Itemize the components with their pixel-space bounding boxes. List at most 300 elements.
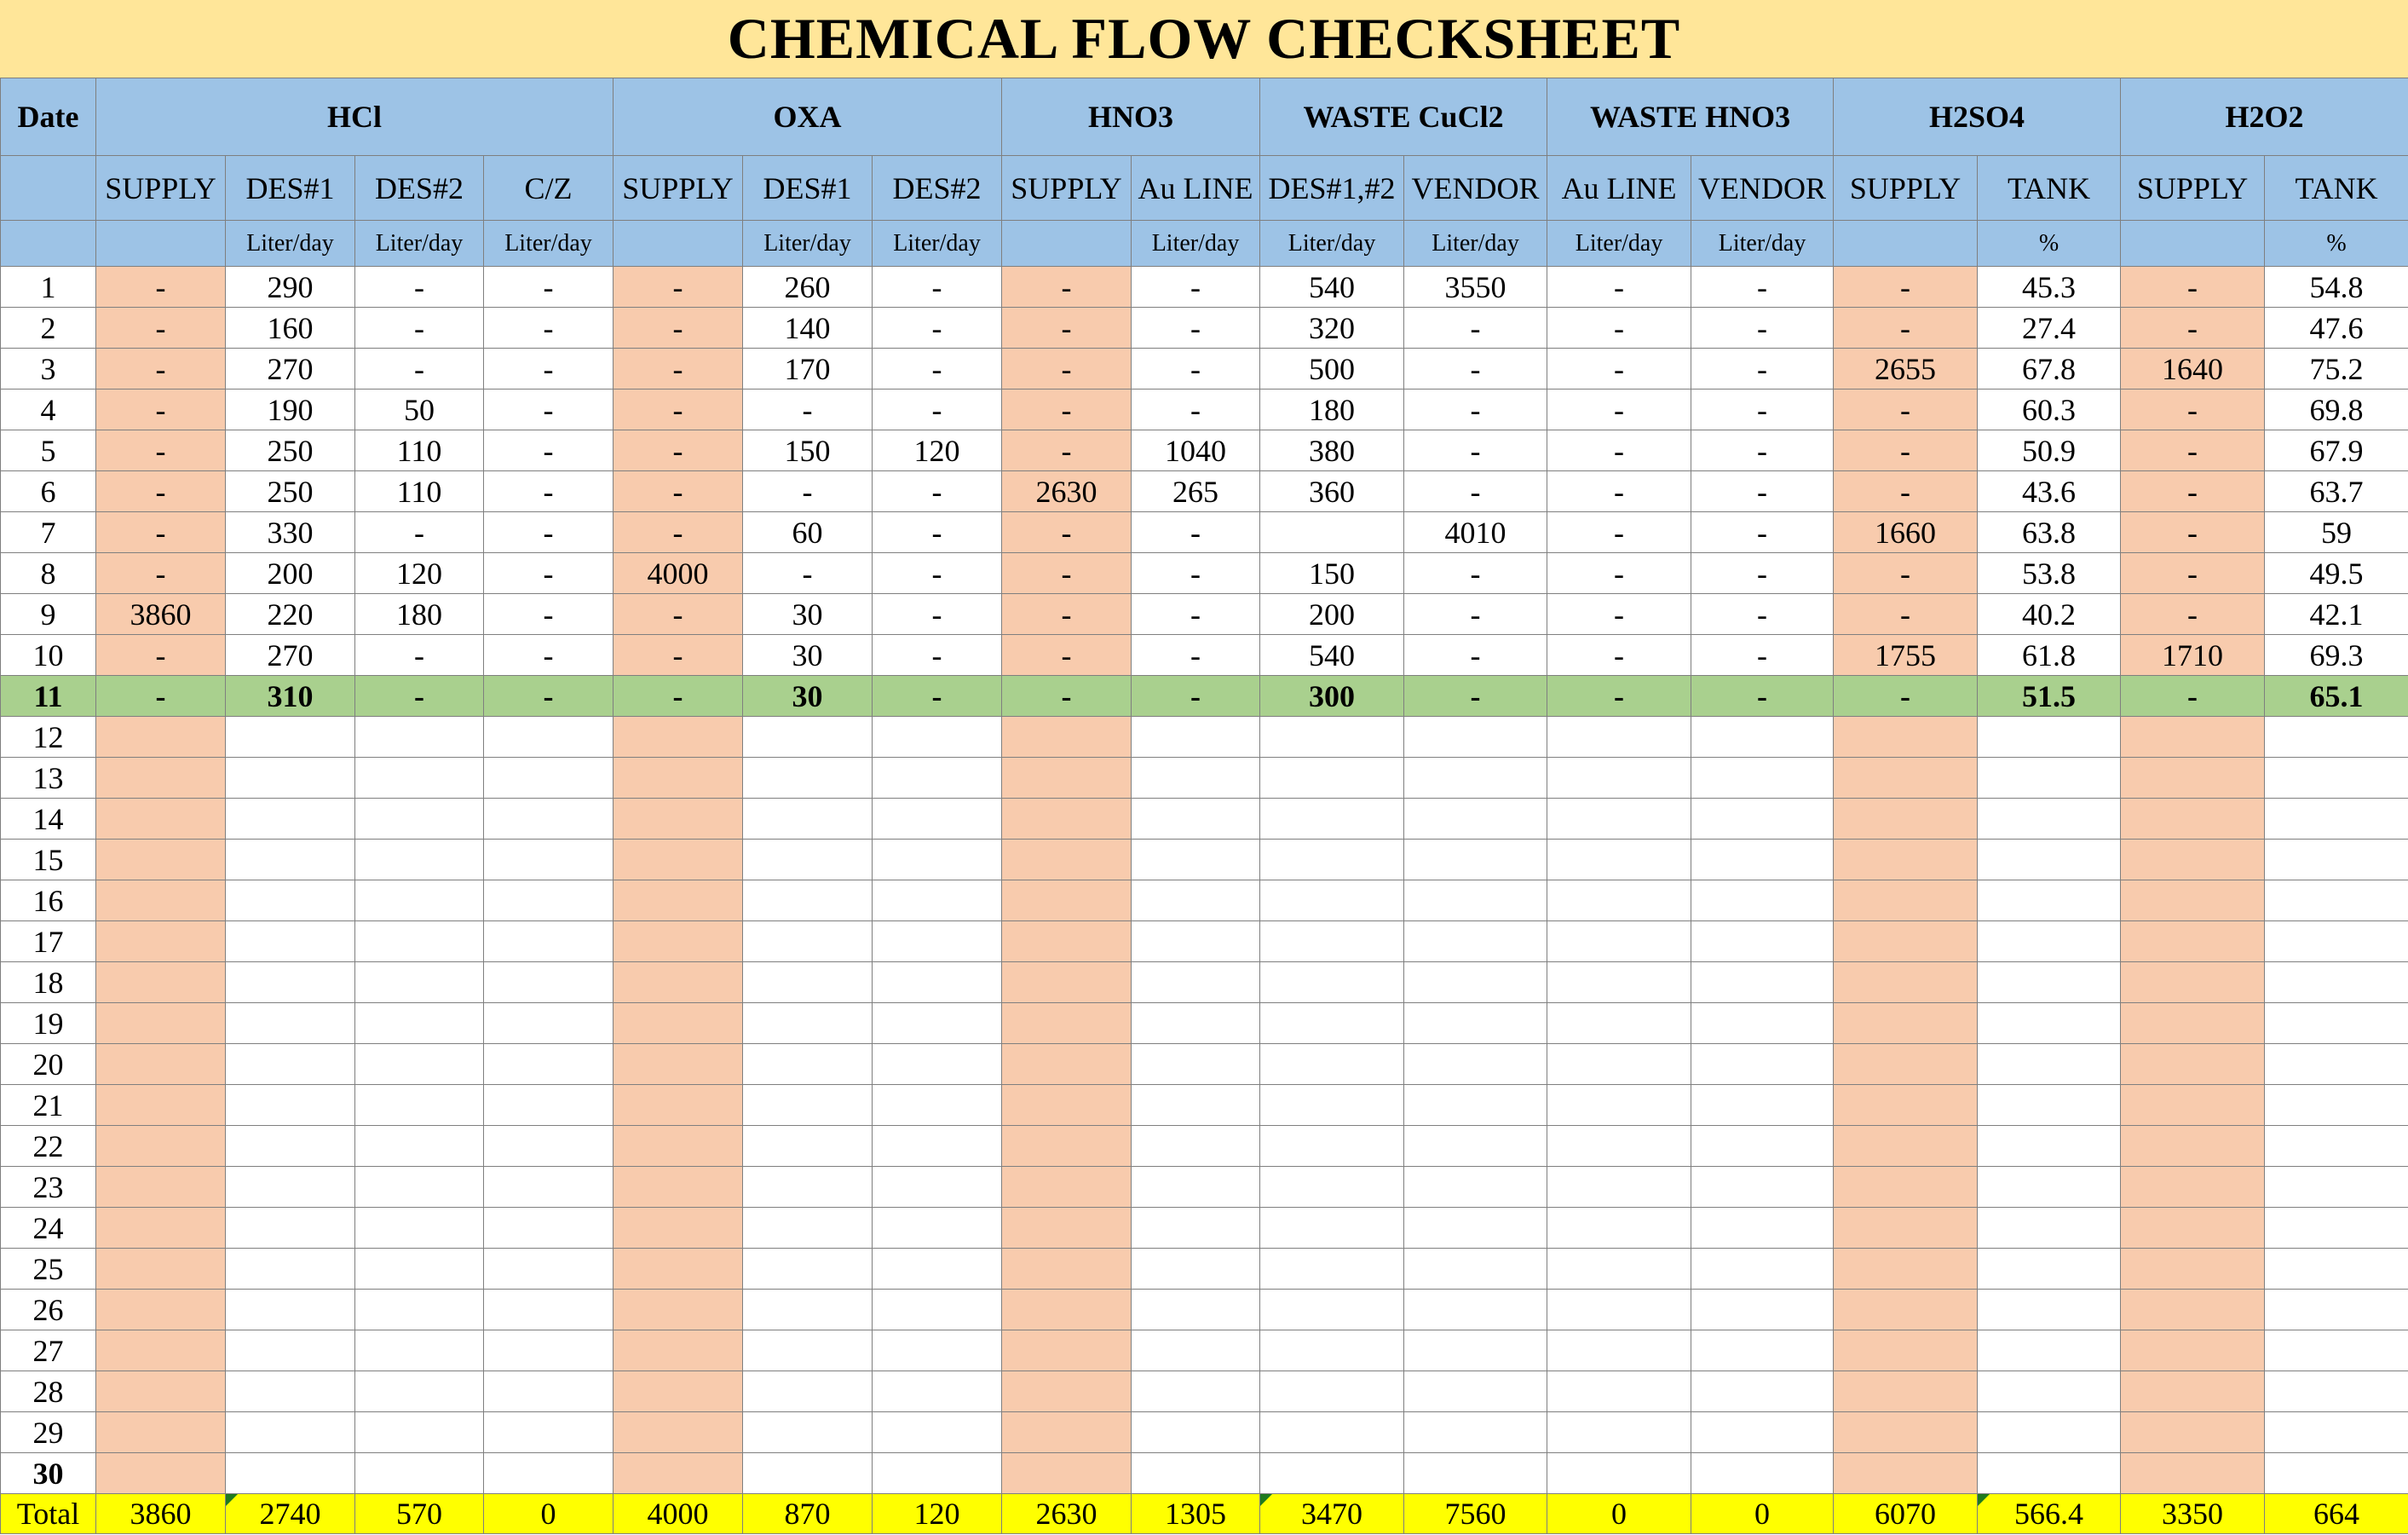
data-cell[interactable]: 54.8 <box>2265 267 2408 308</box>
data-cell[interactable]: - <box>1834 267 1978 308</box>
data-cell[interactable] <box>1002 1167 1132 1208</box>
data-cell[interactable] <box>1547 1126 1691 1167</box>
data-cell[interactable]: - <box>484 512 614 553</box>
data-cell[interactable] <box>484 717 614 758</box>
data-cell[interactable] <box>614 1371 743 1412</box>
data-cell[interactable] <box>1132 962 1260 1003</box>
data-cell[interactable] <box>1132 1290 1260 1330</box>
data-cell[interactable] <box>1132 1208 1260 1249</box>
data-cell[interactable]: - <box>614 512 743 553</box>
data-cell[interactable]: 170 <box>743 349 873 390</box>
data-cell[interactable]: - <box>355 308 484 349</box>
data-cell[interactable] <box>873 1412 1002 1453</box>
date-cell[interactable]: 4 <box>1 390 96 430</box>
data-cell[interactable]: 150 <box>743 430 873 471</box>
data-cell[interactable]: - <box>484 635 614 676</box>
data-cell[interactable]: 1640 <box>2121 349 2265 390</box>
data-cell[interactable]: 140 <box>743 308 873 349</box>
data-cell[interactable]: 75.2 <box>2265 349 2408 390</box>
data-cell[interactable]: - <box>1132 676 1260 717</box>
data-cell[interactable]: 3550 <box>1404 267 1547 308</box>
data-cell[interactable] <box>743 717 873 758</box>
data-cell[interactable] <box>873 1249 1002 1290</box>
data-cell[interactable]: - <box>873 349 1002 390</box>
data-cell[interactable] <box>743 1371 873 1412</box>
data-cell[interactable]: - <box>96 349 226 390</box>
data-cell[interactable]: - <box>1547 267 1691 308</box>
data-cell[interactable]: 320 <box>1260 308 1404 349</box>
data-cell[interactable] <box>1834 1085 1978 1126</box>
data-cell[interactable]: 53.8 <box>1978 553 2121 594</box>
data-cell[interactable]: - <box>1132 267 1260 308</box>
data-cell[interactable] <box>1404 1249 1547 1290</box>
data-cell[interactable]: 190 <box>226 390 355 430</box>
data-cell[interactable] <box>1978 1208 2121 1249</box>
data-cell[interactable] <box>96 962 226 1003</box>
date-cell[interactable]: 1 <box>1 267 96 308</box>
data-cell[interactable] <box>614 1126 743 1167</box>
data-cell[interactable]: 250 <box>226 471 355 512</box>
data-cell[interactable] <box>2121 840 2265 880</box>
data-cell[interactable]: - <box>1547 390 1691 430</box>
data-cell[interactable] <box>1691 1085 1834 1126</box>
data-cell[interactable]: - <box>484 471 614 512</box>
data-cell[interactable] <box>2265 1085 2408 1126</box>
data-cell[interactable]: - <box>1691 553 1834 594</box>
data-cell[interactable]: - <box>1404 471 1547 512</box>
data-cell[interactable] <box>2265 1126 2408 1167</box>
data-cell[interactable] <box>1132 1453 1260 1494</box>
data-cell[interactable] <box>355 758 484 799</box>
data-cell[interactable]: - <box>1132 390 1260 430</box>
data-cell[interactable] <box>1547 1330 1691 1371</box>
data-cell[interactable] <box>1260 1249 1404 1290</box>
data-cell[interactable] <box>1404 1453 1547 1494</box>
data-cell[interactable]: - <box>484 676 614 717</box>
data-cell[interactable] <box>2265 1453 2408 1494</box>
data-cell[interactable]: - <box>614 430 743 471</box>
data-cell[interactable] <box>1834 1453 1978 1494</box>
data-cell[interactable] <box>873 962 1002 1003</box>
data-cell[interactable]: - <box>355 512 484 553</box>
data-cell[interactable] <box>1834 758 1978 799</box>
data-cell[interactable] <box>1834 1126 1978 1167</box>
data-cell[interactable] <box>873 840 1002 880</box>
data-cell[interactable] <box>614 1208 743 1249</box>
data-cell[interactable] <box>96 717 226 758</box>
data-cell[interactable] <box>1404 921 1547 962</box>
data-cell[interactable] <box>1834 1044 1978 1085</box>
data-cell[interactable] <box>1978 1249 2121 1290</box>
data-cell[interactable]: - <box>1834 676 1978 717</box>
data-cell[interactable] <box>1834 840 1978 880</box>
data-cell[interactable] <box>2265 1371 2408 1412</box>
data-cell[interactable] <box>1260 1167 1404 1208</box>
data-cell[interactable] <box>1691 1453 1834 1494</box>
data-cell[interactable] <box>2121 962 2265 1003</box>
data-cell[interactable] <box>1978 1126 2121 1167</box>
data-cell[interactable] <box>96 1044 226 1085</box>
data-cell[interactable] <box>226 799 355 840</box>
data-cell[interactable] <box>614 1453 743 1494</box>
date-cell[interactable]: 8 <box>1 553 96 594</box>
data-cell[interactable] <box>96 921 226 962</box>
data-cell[interactable] <box>1132 758 1260 799</box>
date-cell[interactable]: 21 <box>1 1085 96 1126</box>
data-cell[interactable] <box>226 1003 355 1044</box>
data-cell[interactable] <box>1002 1371 1132 1412</box>
data-cell[interactable]: - <box>484 267 614 308</box>
data-cell[interactable]: - <box>873 390 1002 430</box>
data-cell[interactable]: - <box>1002 512 1132 553</box>
data-cell[interactable] <box>1691 1044 1834 1085</box>
data-cell[interactable]: - <box>1404 594 1547 635</box>
data-cell[interactable] <box>1260 962 1404 1003</box>
data-cell[interactable] <box>1002 1044 1132 1085</box>
data-cell[interactable]: 1710 <box>2121 635 2265 676</box>
data-cell[interactable]: 120 <box>355 553 484 594</box>
data-cell[interactable] <box>355 840 484 880</box>
data-cell[interactable] <box>1260 840 1404 880</box>
data-cell[interactable] <box>96 1371 226 1412</box>
data-cell[interactable] <box>1834 717 1978 758</box>
data-cell[interactable]: - <box>1002 390 1132 430</box>
data-cell[interactable] <box>1002 1249 1132 1290</box>
data-cell[interactable] <box>1978 962 2121 1003</box>
data-cell[interactable]: 67.9 <box>2265 430 2408 471</box>
date-cell[interactable]: 28 <box>1 1371 96 1412</box>
data-cell[interactable] <box>873 758 1002 799</box>
data-cell[interactable] <box>1978 921 2121 962</box>
total-cell[interactable] <box>743 1494 873 1534</box>
data-cell[interactable]: - <box>1547 349 1691 390</box>
data-cell[interactable] <box>2121 1167 2265 1208</box>
data-cell[interactable] <box>355 1085 484 1126</box>
data-cell[interactable] <box>1547 1208 1691 1249</box>
data-cell[interactable] <box>1404 962 1547 1003</box>
data-cell[interactable] <box>226 880 355 921</box>
data-cell[interactable] <box>1404 1330 1547 1371</box>
data-cell[interactable] <box>355 1290 484 1330</box>
data-cell[interactable] <box>484 1208 614 1249</box>
data-cell[interactable] <box>484 840 614 880</box>
data-cell[interactable] <box>614 962 743 1003</box>
data-cell[interactable] <box>1002 962 1132 1003</box>
data-cell[interactable]: - <box>1002 635 1132 676</box>
total-cell[interactable] <box>1978 1494 2121 1534</box>
data-cell[interactable] <box>2265 758 2408 799</box>
data-cell[interactable]: - <box>96 635 226 676</box>
data-cell[interactable] <box>1978 1003 2121 1044</box>
data-cell[interactable]: 300 <box>1260 676 1404 717</box>
data-cell[interactable]: - <box>1547 553 1691 594</box>
data-cell[interactable] <box>96 1290 226 1330</box>
data-cell[interactable] <box>2265 1290 2408 1330</box>
data-cell[interactable] <box>1002 1003 1132 1044</box>
data-cell[interactable] <box>96 840 226 880</box>
data-cell[interactable] <box>614 1249 743 1290</box>
data-cell[interactable] <box>743 758 873 799</box>
data-cell[interactable] <box>1834 1003 1978 1044</box>
data-cell[interactable] <box>1691 1167 1834 1208</box>
data-cell[interactable] <box>1547 1412 1691 1453</box>
data-cell[interactable] <box>1834 962 1978 1003</box>
data-cell[interactable]: - <box>484 430 614 471</box>
data-cell[interactable] <box>614 921 743 962</box>
data-cell[interactable] <box>1691 1290 1834 1330</box>
data-cell[interactable] <box>2265 1208 2408 1249</box>
data-cell[interactable] <box>2265 880 2408 921</box>
data-cell[interactable] <box>484 1453 614 1494</box>
data-cell[interactable] <box>1547 1167 1691 1208</box>
data-cell[interactable] <box>355 1167 484 1208</box>
data-cell[interactable] <box>226 921 355 962</box>
data-cell[interactable] <box>355 1126 484 1167</box>
data-cell[interactable]: 200 <box>226 553 355 594</box>
data-cell[interactable] <box>1132 1126 1260 1167</box>
data-cell[interactable]: 60 <box>743 512 873 553</box>
data-cell[interactable]: 150 <box>1260 553 1404 594</box>
data-cell[interactable] <box>614 880 743 921</box>
data-cell[interactable]: 30 <box>743 635 873 676</box>
data-cell[interactable]: - <box>96 471 226 512</box>
date-cell[interactable]: 20 <box>1 1044 96 1085</box>
data-cell[interactable] <box>614 799 743 840</box>
data-cell[interactable] <box>96 1330 226 1371</box>
data-cell[interactable]: - <box>614 267 743 308</box>
data-cell[interactable]: - <box>2121 430 2265 471</box>
data-cell[interactable]: - <box>96 553 226 594</box>
data-cell[interactable] <box>1132 799 1260 840</box>
data-cell[interactable] <box>2265 1167 2408 1208</box>
date-cell[interactable]: 5 <box>1 430 96 471</box>
data-cell[interactable]: - <box>2121 308 2265 349</box>
data-cell[interactable] <box>226 1249 355 1290</box>
data-cell[interactable] <box>484 1412 614 1453</box>
data-cell[interactable]: 540 <box>1260 635 1404 676</box>
data-cell[interactable]: 270 <box>226 349 355 390</box>
data-cell[interactable]: 180 <box>355 594 484 635</box>
data-cell[interactable]: - <box>2121 267 2265 308</box>
data-cell[interactable]: 1660 <box>1834 512 1978 553</box>
data-cell[interactable] <box>2265 1044 2408 1085</box>
date-cell[interactable]: 17 <box>1 921 96 962</box>
data-cell[interactable]: - <box>2121 390 2265 430</box>
data-cell[interactable] <box>355 1371 484 1412</box>
data-cell[interactable] <box>1978 1371 2121 1412</box>
data-cell[interactable]: - <box>1691 676 1834 717</box>
data-cell[interactable] <box>2265 799 2408 840</box>
data-cell[interactable] <box>1834 1208 1978 1249</box>
data-cell[interactable] <box>1547 758 1691 799</box>
data-cell[interactable]: - <box>873 553 1002 594</box>
date-cell[interactable]: 24 <box>1 1208 96 1249</box>
data-cell[interactable] <box>2121 1126 2265 1167</box>
data-cell[interactable] <box>1002 1085 1132 1126</box>
data-cell[interactable] <box>614 1330 743 1371</box>
data-cell[interactable] <box>226 840 355 880</box>
data-cell[interactable]: 1040 <box>1132 430 1260 471</box>
data-cell[interactable]: - <box>2121 594 2265 635</box>
data-cell[interactable] <box>1002 758 1132 799</box>
data-cell[interactable] <box>1260 1330 1404 1371</box>
data-cell[interactable] <box>1260 717 1404 758</box>
data-cell[interactable]: - <box>484 308 614 349</box>
data-cell[interactable] <box>1691 1249 1834 1290</box>
total-cell[interactable] <box>873 1494 1002 1534</box>
data-cell[interactable] <box>2265 840 2408 880</box>
data-cell[interactable]: - <box>96 390 226 430</box>
data-cell[interactable] <box>2265 1412 2408 1453</box>
data-cell[interactable] <box>96 1412 226 1453</box>
data-cell[interactable] <box>355 921 484 962</box>
total-cell[interactable] <box>1404 1494 1547 1534</box>
data-cell[interactable] <box>1834 880 1978 921</box>
data-cell[interactable] <box>484 1330 614 1371</box>
data-cell[interactable] <box>1691 840 1834 880</box>
data-cell[interactable] <box>873 1167 1002 1208</box>
data-cell[interactable] <box>743 1249 873 1290</box>
data-cell[interactable] <box>743 1085 873 1126</box>
data-cell[interactable] <box>1404 799 1547 840</box>
data-cell[interactable]: - <box>1132 594 1260 635</box>
date-cell[interactable]: 14 <box>1 799 96 840</box>
data-cell[interactable] <box>2265 1003 2408 1044</box>
data-cell[interactable] <box>1404 758 1547 799</box>
data-cell[interactable] <box>1404 1167 1547 1208</box>
data-cell[interactable]: - <box>614 390 743 430</box>
data-cell[interactable] <box>96 880 226 921</box>
data-cell[interactable] <box>355 799 484 840</box>
data-cell[interactable]: - <box>1002 308 1132 349</box>
data-cell[interactable] <box>614 840 743 880</box>
data-cell[interactable]: - <box>96 676 226 717</box>
data-cell[interactable]: - <box>96 267 226 308</box>
data-cell[interactable]: 49.5 <box>2265 553 2408 594</box>
data-cell[interactable]: - <box>1691 349 1834 390</box>
data-cell[interactable] <box>355 1003 484 1044</box>
data-cell[interactable] <box>873 1453 1002 1494</box>
total-cell[interactable] <box>96 1494 226 1534</box>
data-cell[interactable] <box>96 1085 226 1126</box>
data-cell[interactable]: - <box>873 267 1002 308</box>
data-cell[interactable]: 250 <box>226 430 355 471</box>
data-cell[interactable] <box>96 799 226 840</box>
data-cell[interactable] <box>2121 1085 2265 1126</box>
data-cell[interactable] <box>1132 1167 1260 1208</box>
data-cell[interactable]: - <box>1691 267 1834 308</box>
data-cell[interactable] <box>743 1208 873 1249</box>
data-cell[interactable] <box>1404 1412 1547 1453</box>
data-cell[interactable]: - <box>743 553 873 594</box>
data-cell[interactable] <box>1002 1453 1132 1494</box>
data-cell[interactable]: - <box>873 635 1002 676</box>
data-cell[interactable] <box>226 1330 355 1371</box>
data-cell[interactable] <box>484 1126 614 1167</box>
data-cell[interactable] <box>1002 1290 1132 1330</box>
data-cell[interactable]: - <box>1691 308 1834 349</box>
total-cell[interactable] <box>484 1494 614 1534</box>
data-cell[interactable] <box>743 880 873 921</box>
total-cell[interactable] <box>2121 1494 2265 1534</box>
data-cell[interactable] <box>484 1371 614 1412</box>
data-cell[interactable]: 180 <box>1260 390 1404 430</box>
data-cell[interactable]: - <box>614 676 743 717</box>
data-cell[interactable] <box>1691 1003 1834 1044</box>
data-cell[interactable] <box>1404 1003 1547 1044</box>
date-cell[interactable]: 3 <box>1 349 96 390</box>
data-cell[interactable] <box>2121 1412 2265 1453</box>
data-cell[interactable] <box>1260 1044 1404 1085</box>
data-cell[interactable] <box>1002 921 1132 962</box>
data-cell[interactable]: - <box>1002 267 1132 308</box>
date-cell[interactable]: 23 <box>1 1167 96 1208</box>
data-cell[interactable]: - <box>1404 430 1547 471</box>
data-cell[interactable]: - <box>1547 512 1691 553</box>
data-cell[interactable]: 63.7 <box>2265 471 2408 512</box>
data-cell[interactable]: - <box>1547 308 1691 349</box>
data-cell[interactable]: 61.8 <box>1978 635 2121 676</box>
date-cell[interactable]: 26 <box>1 1290 96 1330</box>
data-cell[interactable] <box>1132 1330 1260 1371</box>
data-cell[interactable] <box>1404 1044 1547 1085</box>
data-cell[interactable]: - <box>614 471 743 512</box>
data-cell[interactable] <box>2121 758 2265 799</box>
data-cell[interactable] <box>2121 1330 2265 1371</box>
data-cell[interactable] <box>1404 1290 1547 1330</box>
data-cell[interactable] <box>1002 1330 1132 1371</box>
data-cell[interactable] <box>1132 1044 1260 1085</box>
data-cell[interactable]: - <box>1132 512 1260 553</box>
data-cell[interactable] <box>2121 880 2265 921</box>
data-cell[interactable] <box>1404 840 1547 880</box>
data-cell[interactable] <box>1404 717 1547 758</box>
data-cell[interactable] <box>1260 1208 1404 1249</box>
data-cell[interactable]: 50 <box>355 390 484 430</box>
data-cell[interactable] <box>2121 717 2265 758</box>
data-cell[interactable] <box>873 921 1002 962</box>
date-cell[interactable]: 27 <box>1 1330 96 1371</box>
data-cell[interactable]: 42.1 <box>2265 594 2408 635</box>
data-cell[interactable] <box>1834 1412 1978 1453</box>
data-cell[interactable] <box>484 1085 614 1126</box>
data-cell[interactable] <box>2121 1003 2265 1044</box>
data-cell[interactable]: - <box>1691 390 1834 430</box>
data-cell[interactable] <box>1002 799 1132 840</box>
data-cell[interactable] <box>1978 1290 2121 1330</box>
data-cell[interactable]: - <box>1132 308 1260 349</box>
total-cell[interactable] <box>355 1494 484 1534</box>
data-cell[interactable] <box>1132 1003 1260 1044</box>
total-cell[interactable] <box>1132 1494 1260 1534</box>
data-cell[interactable] <box>1547 962 1691 1003</box>
data-cell[interactable]: - <box>1547 471 1691 512</box>
data-cell[interactable] <box>484 1167 614 1208</box>
data-cell[interactable]: - <box>1132 553 1260 594</box>
data-cell[interactable] <box>873 799 1002 840</box>
data-cell[interactable]: 69.3 <box>2265 635 2408 676</box>
data-cell[interactable] <box>2121 1044 2265 1085</box>
data-cell[interactable] <box>614 1085 743 1126</box>
data-cell[interactable] <box>1691 1330 1834 1371</box>
data-cell[interactable]: 27.4 <box>1978 308 2121 349</box>
data-cell[interactable]: - <box>873 594 1002 635</box>
data-cell[interactable] <box>873 880 1002 921</box>
data-cell[interactable]: - <box>1547 430 1691 471</box>
data-cell[interactable] <box>743 799 873 840</box>
data-cell[interactable]: 67.8 <box>1978 349 2121 390</box>
data-cell[interactable] <box>1547 1371 1691 1412</box>
